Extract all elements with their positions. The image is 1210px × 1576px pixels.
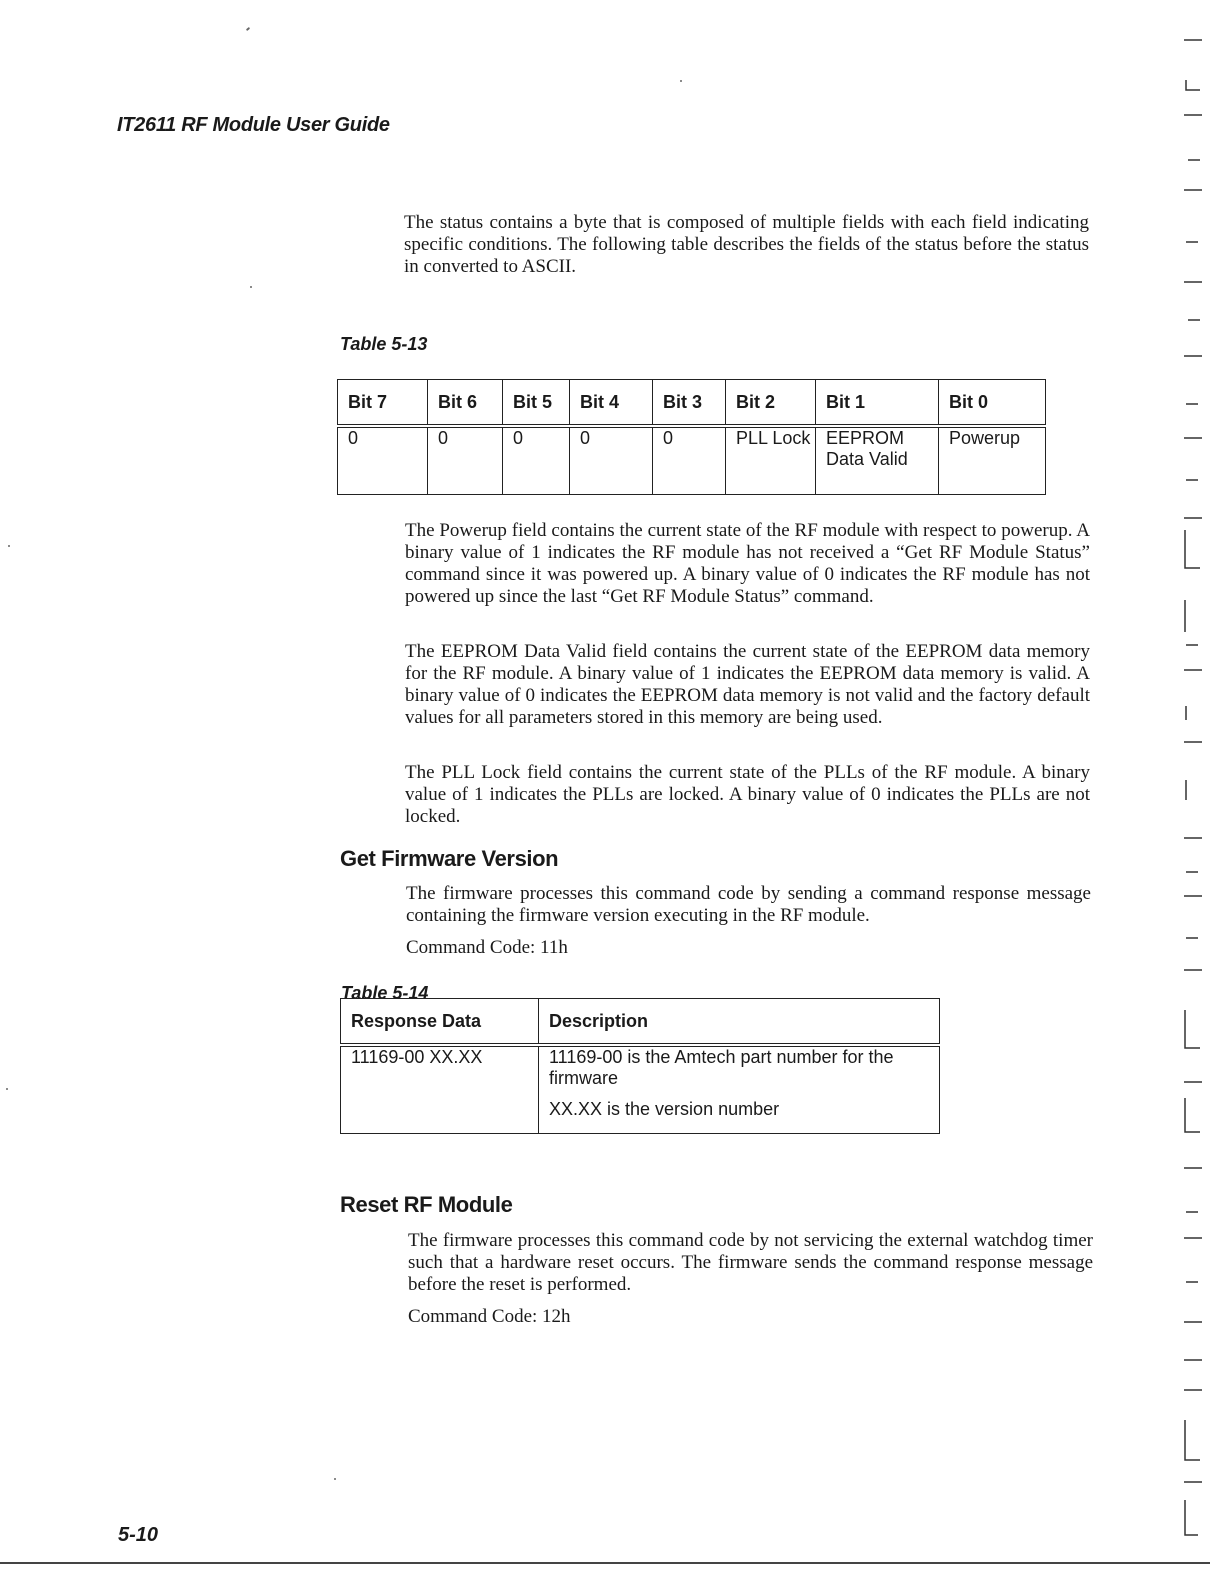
scan-speck xyxy=(334,1478,336,1480)
reset-module-paragraph: The firmware processes this command code by not servicing the external watchdog timer such that a hardware reset occurs. The firmware sends the command response message before the reset is performed. xyxy=(408,1230,1093,1295)
cell-bit1-value: EEPROM Data Valid xyxy=(816,426,939,495)
table-row xyxy=(341,1045,940,1134)
pll-lock-description: The PLL Lock field contains the current state of the PLLs of the RF module. A binary value of 1 indicates the PLLs are locked. A binary value of 0 indicates the PLLs are not locked. xyxy=(405,762,1090,827)
cell-bit3-value: 0 xyxy=(653,426,726,495)
scan-speck xyxy=(680,80,682,82)
reset-module-heading: Reset RF Module xyxy=(340,1192,513,1217)
header-cell-bit1: Bit 1 xyxy=(816,380,939,427)
scan-bottom-edge xyxy=(0,1562,1210,1564)
header-cell-bit5: Bit 5 xyxy=(503,380,570,427)
cell-bit6-value: 0 xyxy=(428,426,503,495)
header-cell-response-data: Response Data xyxy=(341,999,539,1046)
scan-edge-marks xyxy=(1182,20,1204,1540)
get-firmware-paragraph: The firmware processes this command code by sending a command response message containing the firmware version executing in the RF module. xyxy=(406,883,1091,926)
cell-description xyxy=(539,1045,940,1134)
page-number: 5-10 xyxy=(118,1524,159,1546)
table-5-13-caption: Table 5-13 xyxy=(340,334,428,354)
scan-speck xyxy=(6,1088,8,1090)
header-cell-bit4: Bit 4 xyxy=(570,380,653,427)
table-5-14-caption: Table 5-14 xyxy=(341,983,429,1003)
cell-bit4-value: 0 xyxy=(570,426,653,495)
scan-speck xyxy=(250,286,252,288)
description-line-part-number: 11169-00 is the Amtech part number for the firmware xyxy=(549,1047,894,1088)
scan-speck xyxy=(246,27,250,31)
running-head: IT2611 RF Module User Guide xyxy=(117,114,390,136)
get-firmware-command-code: Command Code: 11h xyxy=(406,937,568,958)
cell-bit5-value: 0 xyxy=(503,426,570,495)
get-firmware-heading: Get Firmware Version xyxy=(340,846,559,871)
cell-bit7-value: 0 xyxy=(338,426,428,495)
cell-bit0-value: Powerup xyxy=(939,426,1046,495)
table-header-row xyxy=(338,380,1046,427)
table-header-row xyxy=(341,999,940,1046)
header-cell-bit2: Bit 2 xyxy=(726,380,816,427)
intro-paragraph: The status contains a byte that is composed of multiple fields with each field indicating specific conditions. The following table describes the fields of the status before the status in converted to ASCII. xyxy=(404,212,1089,277)
cell-response-data: 11169-00 XX.XX xyxy=(341,1045,539,1134)
eeprom-description: The EEPROM Data Valid field contains the current state of the EEPROM data memory for the RF module. A binary value of 1 indicates the EEPROM data memory is valid. A binary value of 0 indicates the EEPROM data memory is not valid and the factory default values for all parameters stored in this memory are being used. xyxy=(405,641,1090,728)
description-line-version: XX.XX is the version number xyxy=(549,1099,780,1119)
firmware-version-table xyxy=(340,998,940,1134)
powerup-description: The Powerup field contains the current state of the RF module with respect to powerup. A binary value of 1 indicates the RF module has not received a “Get RF Module Status” command since it was powered up. A binary value of 0 indicates the RF module has not powered up since the last “Get RF Module Status” command. xyxy=(405,520,1090,607)
reset-module-command-code: Command Code: 12h xyxy=(408,1306,571,1327)
header-cell-bit6: Bit 6 xyxy=(428,380,503,427)
scan-speck xyxy=(8,545,10,547)
header-cell-bit3: Bit 3 xyxy=(653,380,726,427)
header-cell-bit7: Bit 7 xyxy=(338,380,428,427)
header-cell-bit0: Bit 0 xyxy=(939,380,1046,427)
cell-bit2-value: PLL Lock xyxy=(726,426,816,495)
header-cell-description: Description xyxy=(539,999,940,1046)
table-row xyxy=(338,426,1046,495)
status-bits-table xyxy=(337,379,1046,495)
